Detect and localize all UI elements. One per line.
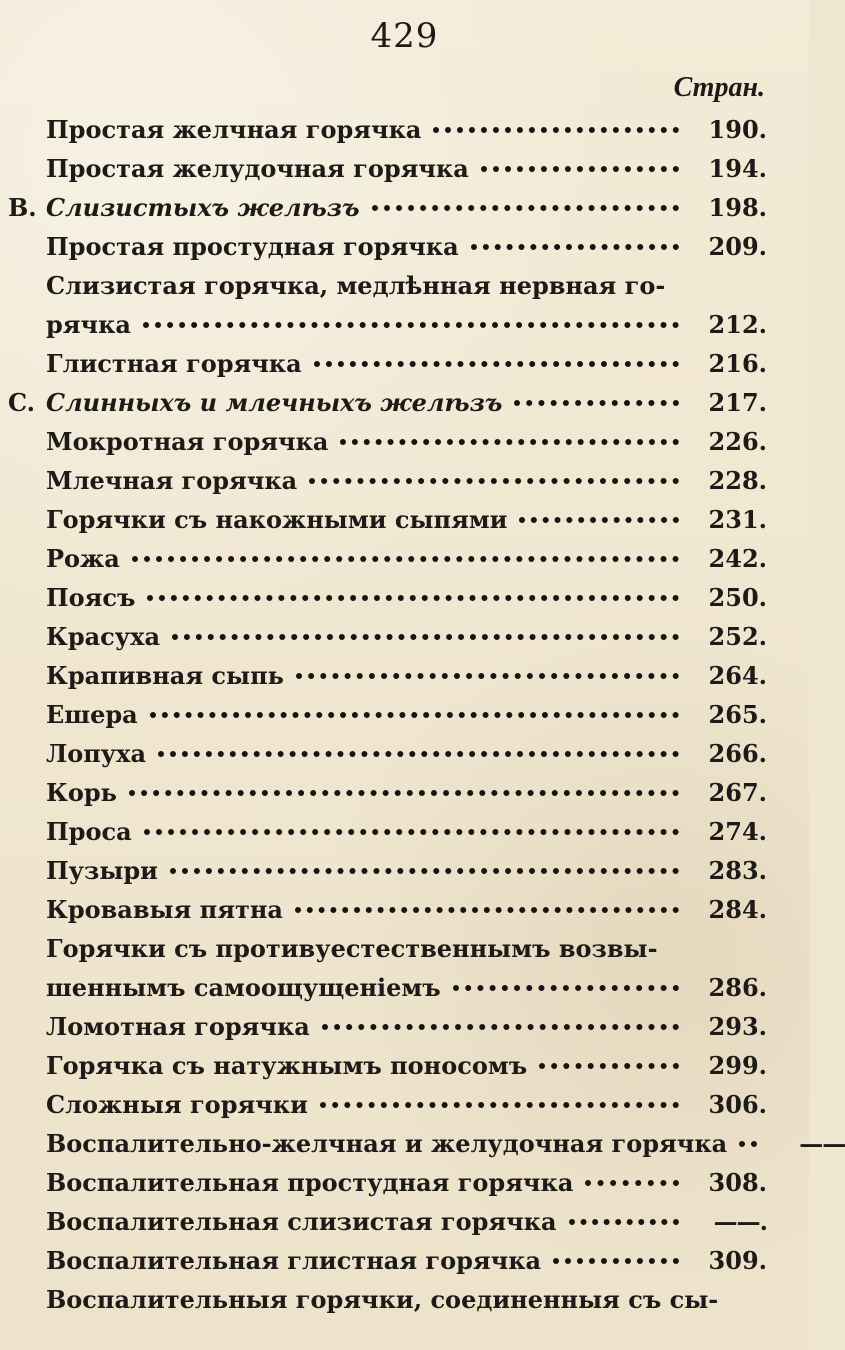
- table-of-contents: [8, 110, 845, 1319]
- toc-entry-row: [46, 500, 767, 539]
- toc-entry-row: [46, 110, 767, 149]
- toc-entry: [8, 578, 767, 617]
- toc-title: Воспалительная слизистая горячка: [46, 1207, 557, 1236]
- toc-entry-line: [46, 305, 767, 344]
- toc-entry-line: [46, 266, 767, 305]
- toc-title: Воспалительныя горячки, соединенныя съ сы-: [46, 1285, 719, 1314]
- page-reference: 283.: [708, 856, 767, 885]
- toc-entry-row: [46, 461, 767, 500]
- toc-title: Глистная горячка: [46, 349, 302, 378]
- toc-entry-row: [46, 1007, 767, 1046]
- page-reference: 252.: [708, 622, 767, 651]
- toc-entry: [8, 461, 767, 500]
- toc-title: Простая простудная горячка: [46, 232, 459, 261]
- dot-leader: [158, 750, 679, 757]
- dot-leader: [539, 1062, 679, 1069]
- dot-leader: [144, 828, 679, 835]
- dot-leader: [471, 243, 679, 250]
- toc-title: Горячки съ накожными сыпями: [46, 505, 508, 534]
- toc-entry: [8, 266, 767, 344]
- toc-entry: [8, 1085, 767, 1124]
- dot-leader: [132, 555, 679, 562]
- dot-leader: [519, 516, 679, 523]
- page-reference: 228.: [708, 466, 767, 495]
- page-reference: 194.: [708, 154, 767, 183]
- toc-title: Слинныхъ и млечныхъ желѣзъ: [46, 388, 503, 417]
- toc-entry: [8, 890, 767, 929]
- toc-title: Ломотная горячка: [46, 1012, 310, 1041]
- dot-leader: [481, 165, 679, 172]
- dot-leader: [372, 204, 679, 211]
- toc-entry-row: [46, 1124, 845, 1163]
- toc-title: Мокротная горячка: [46, 427, 329, 456]
- toc-entry-row: [46, 227, 767, 266]
- toc-entry: [8, 344, 767, 383]
- toc-entry: [8, 617, 767, 656]
- section-marker: B.: [8, 193, 37, 222]
- toc-title: Слизистыхъ желѣзъ: [46, 193, 360, 222]
- toc-entry-row: [46, 734, 767, 773]
- page-number: 429: [370, 16, 439, 56]
- toc-title: Воспалительная глистная горячка: [46, 1246, 542, 1275]
- toc-entry: [8, 656, 767, 695]
- page-reference: 216.: [708, 349, 767, 378]
- toc-entry: [8, 734, 767, 773]
- toc-entry-row: [46, 149, 767, 188]
- toc-entry: [8, 695, 767, 734]
- toc-entry-row: [46, 1163, 767, 1202]
- page-reference: 209.: [708, 232, 767, 261]
- page-reference: 190.: [708, 115, 767, 144]
- dot-leader: [150, 711, 679, 718]
- toc-title: рячка: [46, 310, 131, 339]
- toc-entry-row: [46, 1085, 767, 1124]
- toc-entry: [8, 383, 767, 422]
- toc-entry-row: [46, 695, 767, 734]
- toc-title: Воспалительно-желчная и желудочная горячка: [46, 1129, 728, 1158]
- dot-leader: [143, 321, 679, 328]
- toc-entry-row: [46, 656, 767, 695]
- toc-entry: [8, 851, 767, 890]
- toc-entry: [8, 929, 767, 1007]
- dot-leader: [433, 126, 679, 133]
- section-marker: C.: [8, 388, 36, 417]
- dot-leader: [514, 399, 679, 406]
- dot-leader: [295, 906, 679, 913]
- page-reference: 308.: [708, 1168, 767, 1197]
- toc-title: Простая желчная горячка: [46, 115, 422, 144]
- dot-leader: [553, 1257, 679, 1264]
- toc-entry-row: [46, 890, 767, 929]
- dot-leader: [172, 633, 679, 640]
- dot-leader: [340, 438, 679, 445]
- dot-leader: [309, 477, 679, 484]
- toc-entry: [8, 1241, 767, 1280]
- page-reference: 242.: [708, 544, 767, 573]
- toc-entry-row: [8, 188, 767, 227]
- toc-entry-row: [46, 344, 767, 383]
- toc-title: Ешера: [46, 700, 138, 729]
- toc-title: Корь: [46, 778, 117, 807]
- page-reference: 265.: [708, 700, 767, 729]
- toc-title: Проса: [46, 817, 132, 846]
- toc-entry-row: [46, 539, 767, 578]
- toc-entry: [8, 188, 767, 227]
- toc-title: Горячки съ противуестественнымъ возвы-: [46, 934, 658, 963]
- toc-entry: [8, 1124, 845, 1163]
- toc-entry: [8, 1046, 767, 1085]
- toc-entry-line: [46, 929, 767, 968]
- dot-leader: [320, 1101, 679, 1108]
- page-reference: 226.: [708, 427, 767, 456]
- page-reference: 309.: [708, 1246, 767, 1275]
- page-reference: 250.: [708, 583, 767, 612]
- toc-entry-row: [46, 1202, 767, 1241]
- dot-leader: [585, 1179, 679, 1186]
- toc-entry-row: [46, 1241, 767, 1280]
- dot-leader: [170, 867, 679, 874]
- toc-entry-row: [8, 383, 767, 422]
- page-reference: 217.: [708, 388, 767, 417]
- dot-leader: [129, 789, 679, 796]
- dot-leader: [453, 984, 679, 991]
- toc-title: Горячка съ натужнымъ поносомъ: [46, 1051, 528, 1080]
- toc-entry-row: [46, 617, 767, 656]
- toc-entry: [8, 1202, 767, 1241]
- toc-entry: [8, 1163, 767, 1202]
- toc-title: Слизистая горячка, медлѣнная нервная го-: [46, 271, 666, 300]
- toc-entry: [8, 773, 767, 812]
- page-reference: 284.: [708, 895, 767, 924]
- dot-leader: [322, 1023, 679, 1030]
- dot-leader: [147, 594, 679, 601]
- page-reference: 212.: [708, 310, 767, 339]
- toc-entry-row: [46, 851, 767, 890]
- toc-title: Рожа: [46, 544, 120, 573]
- toc-entry: [8, 149, 767, 188]
- toc-title: Красуха: [46, 622, 160, 651]
- toc-title: шеннымъ самоощущеніемъ: [46, 973, 441, 1002]
- toc-entry-row: [46, 422, 767, 461]
- page-reference: 198.: [708, 193, 767, 222]
- toc-entry: [8, 500, 767, 539]
- page-reference: 299.: [708, 1051, 767, 1080]
- page-reference: 274.: [708, 817, 767, 846]
- dot-leader: [296, 672, 679, 679]
- toc-entry-row: [46, 812, 767, 851]
- page-reference: ——: [799, 1129, 845, 1158]
- toc-entry: [8, 812, 767, 851]
- toc-entry-row: [46, 1046, 767, 1085]
- toc-title: Поясъ: [46, 583, 136, 612]
- toc-entry: [8, 1007, 767, 1046]
- page-reference: 264.: [708, 661, 767, 690]
- page-reference: 306.: [708, 1090, 767, 1119]
- toc-entry-row: [46, 773, 767, 812]
- dot-leader: [739, 1140, 757, 1147]
- page-reference: 266.: [708, 739, 767, 768]
- toc-title: Воспалительная простудная горячка: [46, 1168, 574, 1197]
- page-reference: 231.: [708, 505, 767, 534]
- toc-entry: [8, 539, 767, 578]
- dot-leader: [569, 1218, 679, 1225]
- toc-title: Крапивная сыпь: [46, 661, 284, 690]
- toc-title: Сложныя горячки: [46, 1090, 308, 1119]
- toc-title: Кровавыя пятна: [46, 895, 283, 924]
- toc-title: Лопуха: [46, 739, 147, 768]
- toc-entry: [8, 110, 767, 149]
- toc-title: Млечная горячка: [46, 466, 298, 495]
- toc-entry: [8, 1280, 767, 1319]
- page-reference: 267.: [708, 778, 767, 807]
- toc-entry: [8, 422, 767, 461]
- toc-entry-row: [46, 1280, 767, 1319]
- toc-title: Пузыри: [46, 856, 158, 885]
- page-reference: 293.: [708, 1012, 767, 1041]
- page-column-header: Стран.: [673, 72, 765, 103]
- page-reference: ——.: [713, 1207, 767, 1236]
- toc-title: Простая желудочная горячка: [46, 154, 469, 183]
- page-reference: 286.: [708, 973, 767, 1002]
- toc-entry: [8, 227, 767, 266]
- toc-entry-row: [46, 578, 767, 617]
- toc-entry-line: [46, 968, 767, 1007]
- dot-leader: [314, 360, 679, 367]
